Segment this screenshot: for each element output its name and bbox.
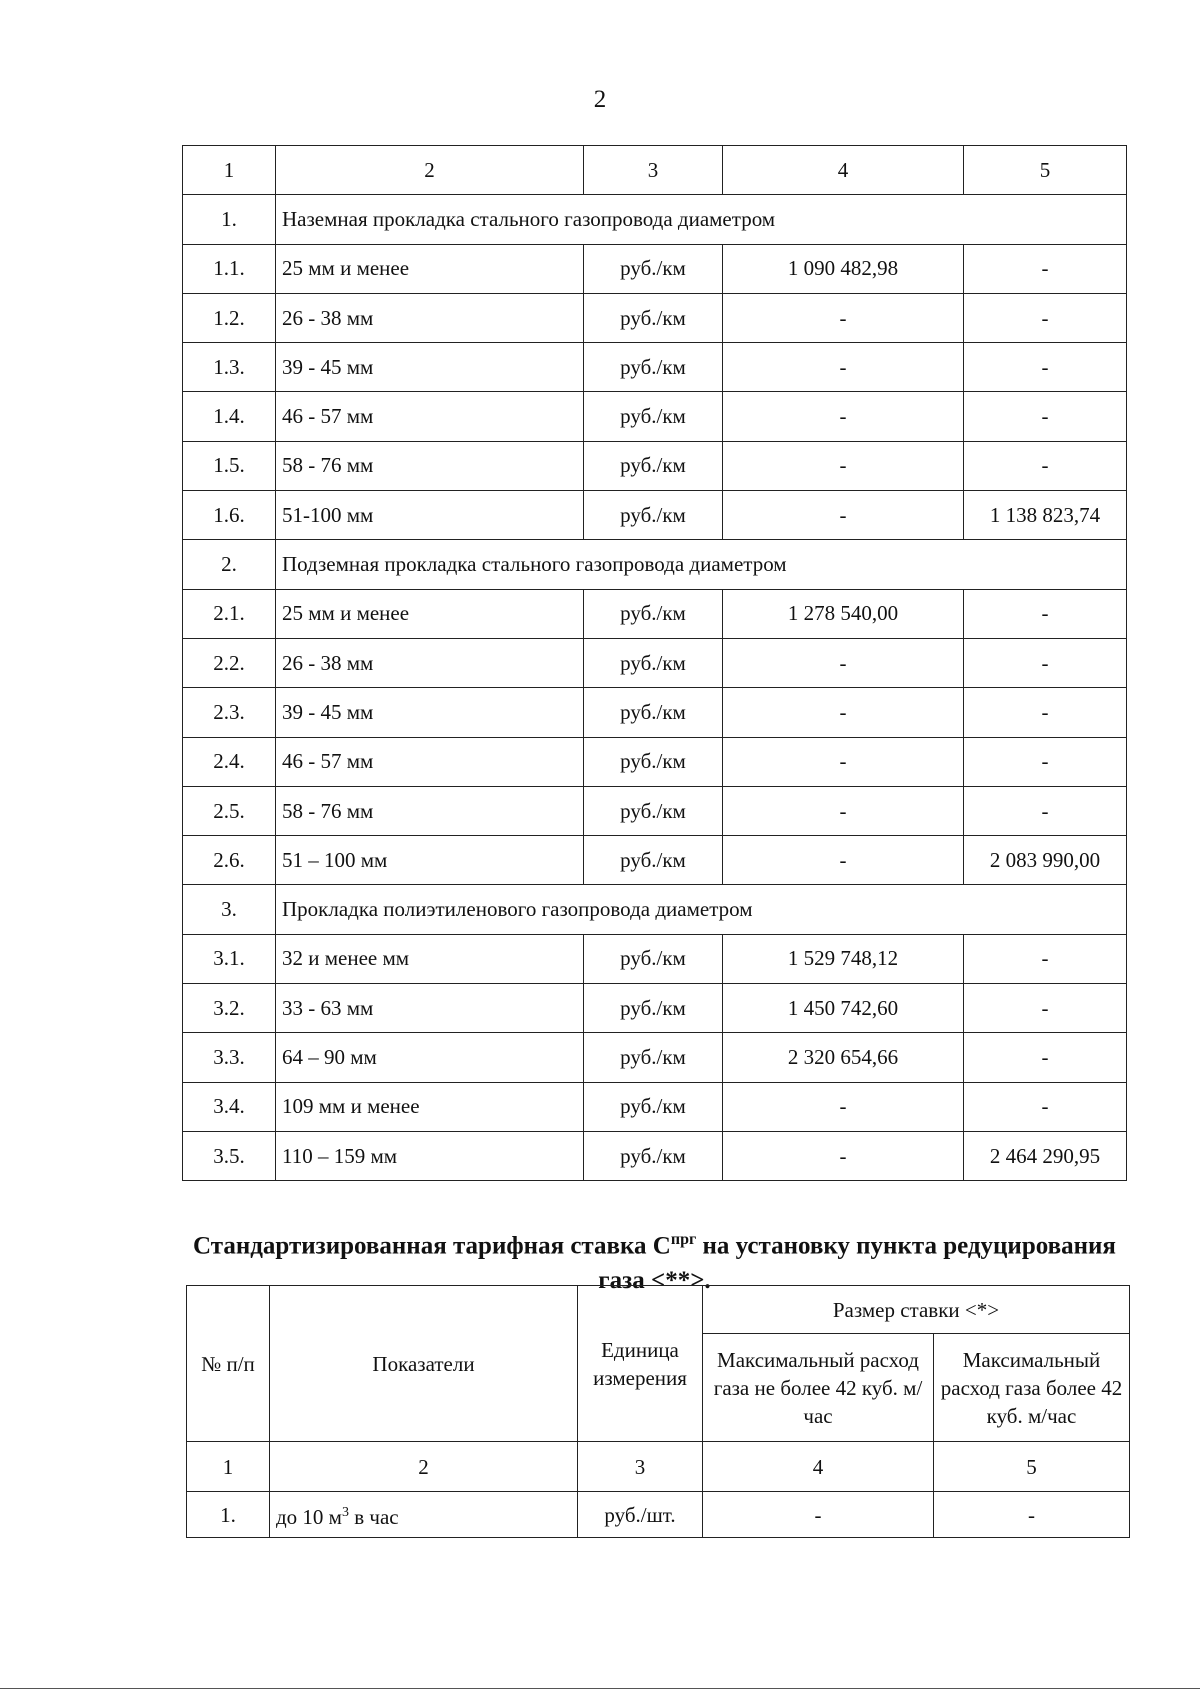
table-row [183, 1082, 1127, 1131]
row-name: 58 - 76 мм [276, 441, 584, 490]
section-title: Подземная прокладка стального газопровода диаметром [276, 540, 1127, 589]
row-value-5: - [964, 934, 1127, 983]
header-cell: 1 [183, 146, 276, 195]
row-num: 1.4. [183, 392, 276, 441]
table-row [183, 786, 1127, 835]
row-unit: руб./км [584, 392, 723, 441]
row-value-4: 2 320 654,66 [723, 1033, 964, 1082]
row-name: 26 - 38 мм [276, 638, 584, 687]
row-name-suffix: в час [348, 1504, 399, 1529]
row-value-5: - [964, 343, 1127, 392]
header-max-flow-le-42: Максимальный расход газа не более 42 куб. м/час [703, 1334, 934, 1442]
row-num: 1.6. [183, 491, 276, 540]
table-row [183, 589, 1127, 638]
table-header-row [187, 1286, 1130, 1334]
header-indicator: Показатели [270, 1286, 578, 1442]
row-name: 51-100 мм [276, 491, 584, 540]
row-value-4: - [723, 293, 964, 342]
section-title: Прокладка полиэтиленового газопровода диаметром [276, 885, 1127, 934]
row-value-5: - [964, 392, 1127, 441]
section-title: Наземная прокладка стального газопровода диаметром [276, 195, 1127, 244]
header-num: № п/п [187, 1286, 270, 1442]
table-row [183, 244, 1127, 293]
row-value-5: - [934, 1492, 1130, 1538]
row-value-5: 1 138 823,74 [964, 491, 1127, 540]
table-row [183, 836, 1127, 885]
tariff-table-reduction-point [186, 1285, 1130, 1538]
row-num: 3.4. [183, 1082, 276, 1131]
row-value-4: 1 278 540,00 [723, 589, 964, 638]
row-value-5: 2 464 290,95 [964, 1131, 1127, 1180]
table-row [183, 737, 1127, 786]
row-name-superscript: 3 [341, 1504, 349, 1520]
row-value-5: - [964, 984, 1127, 1033]
header-cell: 5 [964, 146, 1127, 195]
row-value-5: - [964, 589, 1127, 638]
numbering-cell: 1 [187, 1442, 270, 1492]
section-num: 3. [183, 885, 276, 934]
row-unit: руб./км [584, 688, 723, 737]
row-value-4: - [723, 1131, 964, 1180]
row-value-4: 1 529 748,12 [723, 934, 964, 983]
section-title-superscript: прг [670, 1231, 697, 1248]
row-num: 2.2. [183, 638, 276, 687]
row-value-4: - [703, 1492, 934, 1538]
row-value-4: 1 450 742,60 [723, 984, 964, 1033]
row-name: 32 и менее мм [276, 934, 584, 983]
row-num: 2.4. [183, 737, 276, 786]
row-num: 2.3. [183, 688, 276, 737]
row-num: 1.5. [183, 441, 276, 490]
row-value-5: - [964, 638, 1127, 687]
table-row [183, 491, 1127, 540]
row-num: 2.5. [183, 786, 276, 835]
row-name [270, 1492, 578, 1538]
table-row [187, 1492, 1130, 1538]
row-unit: руб./км [584, 589, 723, 638]
row-num: 1.1. [183, 244, 276, 293]
row-unit: руб./км [584, 638, 723, 687]
section-title-text: Стандартизированная тарифная ставка С [193, 1232, 671, 1260]
table-row [183, 934, 1127, 983]
row-value-5: - [964, 244, 1127, 293]
row-unit: руб./км [584, 1131, 723, 1180]
header-rate: Размер ставки <*> [703, 1286, 1130, 1334]
row-unit: руб./км [584, 836, 723, 885]
row-num: 3.3. [183, 1033, 276, 1082]
row-name: 51 – 100 мм [276, 836, 584, 885]
row-unit: руб./км [584, 441, 723, 490]
row-unit: руб./км [584, 984, 723, 1033]
page-number: 2 [593, 86, 607, 113]
row-value-4: - [723, 343, 964, 392]
bottom-scan-line [0, 1688, 1200, 1689]
header-cell: 3 [584, 146, 723, 195]
header-cell: 2 [276, 146, 584, 195]
row-name: 25 мм и менее [276, 589, 584, 638]
row-unit: руб./км [584, 293, 723, 342]
table-row [183, 638, 1127, 687]
row-unit: руб./км [584, 343, 723, 392]
numbering-cell: 3 [578, 1442, 703, 1492]
row-value-4: 1 090 482,98 [723, 244, 964, 293]
row-unit: руб./км [584, 1082, 723, 1131]
row-value-5: 2 083 990,00 [964, 836, 1127, 885]
numbering-cell: 2 [270, 1442, 578, 1492]
table-numbering-row [187, 1442, 1130, 1492]
header-unit: Единица измерения [578, 1286, 703, 1442]
row-unit: руб./км [584, 786, 723, 835]
row-unit: руб./км [584, 491, 723, 540]
section-num: 2. [183, 540, 276, 589]
row-value-4: - [723, 786, 964, 835]
row-value-4: - [723, 638, 964, 687]
numbering-cell: 4 [703, 1442, 934, 1492]
table-row [183, 343, 1127, 392]
row-num: 2.6. [183, 836, 276, 885]
row-name: 25 мм и менее [276, 244, 584, 293]
row-name: 58 - 76 мм [276, 786, 584, 835]
row-value-4: - [723, 737, 964, 786]
table-section-row [183, 885, 1127, 934]
row-unit: руб./км [584, 737, 723, 786]
row-name: 64 – 90 мм [276, 1033, 584, 1082]
row-name: 39 - 45 мм [276, 343, 584, 392]
row-num: 3.1. [183, 934, 276, 983]
section-title-text-end: на установку пункта редуцирования газа <**>. [598, 1232, 1116, 1295]
table-row [183, 441, 1127, 490]
row-value-4: - [723, 688, 964, 737]
row-value-4: - [723, 441, 964, 490]
row-unit: руб./км [584, 1033, 723, 1082]
table-row [183, 688, 1127, 737]
table-row [183, 1033, 1127, 1082]
tariff-table-pipelines [182, 145, 1127, 1181]
row-unit: руб./км [584, 244, 723, 293]
row-value-5: - [964, 1082, 1127, 1131]
row-num: 3.5. [183, 1131, 276, 1180]
row-name: 39 - 45 мм [276, 688, 584, 737]
row-name: 110 – 159 мм [276, 1131, 584, 1180]
header-max-flow-gt-42: Максимальный расход газа более 42 куб. м/час [934, 1334, 1130, 1442]
table-row [183, 392, 1127, 441]
row-num: 2.1. [183, 589, 276, 638]
row-num: 1.3. [183, 343, 276, 392]
row-num: 3.2. [183, 984, 276, 1033]
row-name: 46 - 57 мм [276, 392, 584, 441]
row-value-4: - [723, 1082, 964, 1131]
row-unit: руб./км [584, 934, 723, 983]
row-unit: руб./шт. [578, 1492, 703, 1538]
row-value-5: - [964, 737, 1127, 786]
row-name: 33 - 63 мм [276, 984, 584, 1033]
row-value-5: - [964, 293, 1127, 342]
header-cell: 4 [723, 146, 964, 195]
row-num: 1.2. [183, 293, 276, 342]
table-header-row [183, 146, 1127, 195]
row-name-text: до 10 м [276, 1504, 342, 1529]
table-row [183, 984, 1127, 1033]
row-value-4: - [723, 836, 964, 885]
row-value-5: - [964, 441, 1127, 490]
table-row [183, 1131, 1127, 1180]
row-name: 46 - 57 мм [276, 737, 584, 786]
section-num: 1. [183, 195, 276, 244]
row-value-4: - [723, 491, 964, 540]
row-value-5: - [964, 786, 1127, 835]
row-num: 1. [187, 1492, 270, 1538]
table-section-row [183, 195, 1127, 244]
table-section-row [183, 540, 1127, 589]
row-value-5: - [964, 688, 1127, 737]
numbering-cell: 5 [934, 1442, 1130, 1492]
row-name: 26 - 38 мм [276, 293, 584, 342]
row-value-5: - [964, 1033, 1127, 1082]
row-value-4: - [723, 392, 964, 441]
row-name: 109 мм и менее [276, 1082, 584, 1131]
table-row [183, 293, 1127, 342]
